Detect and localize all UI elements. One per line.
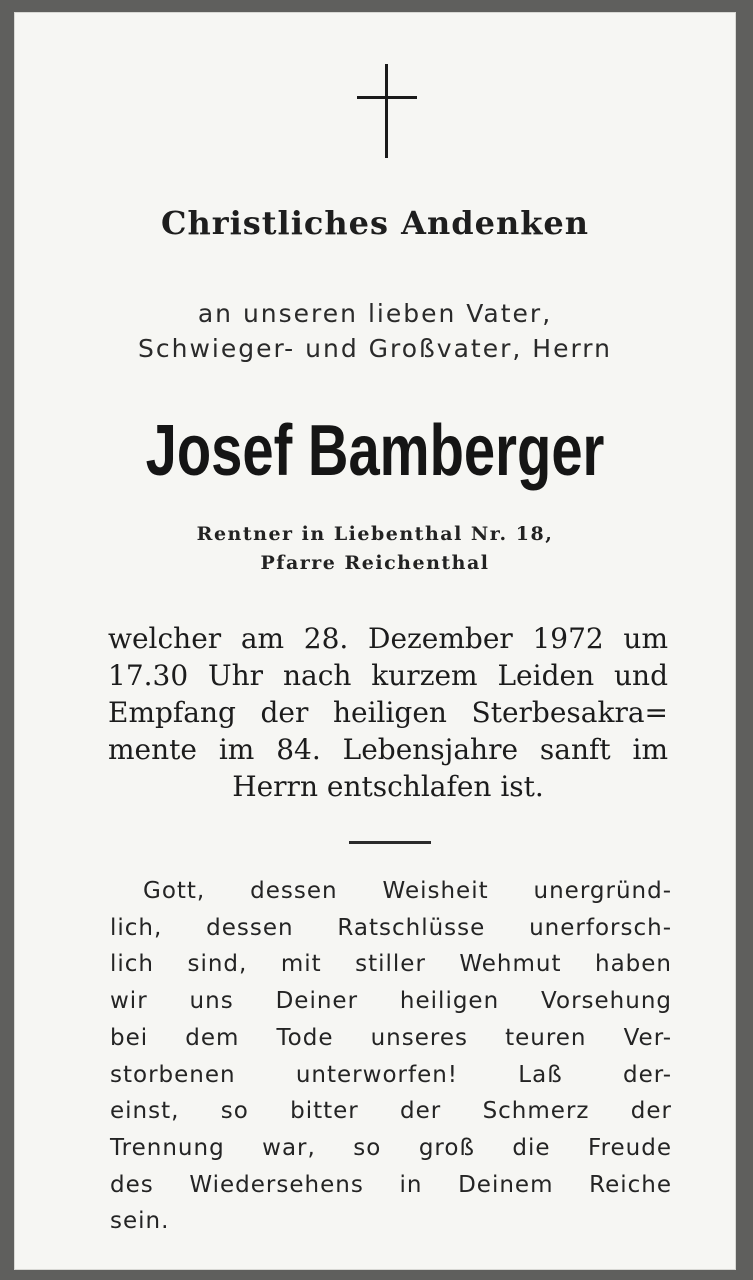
deceased-name: Josef Bamberger — [145, 411, 605, 491]
prayer-line: bei dem Tode unseres teuren Ver- — [110, 1024, 672, 1051]
prayer-line: lich, dessen Ratschlüsse unerforsch- — [110, 914, 672, 941]
cross-icon — [357, 64, 417, 160]
intro-line: Schwieger- und Großvater, Herrn — [138, 334, 612, 363]
intro-line: an unseren lieben Vater, — [197, 299, 553, 328]
prayer-line: storbenen unterworfen! Laß der- — [110, 1061, 672, 1088]
intro-text — [14, 296, 736, 366]
prayer-line: Trennung war, so groß die Freude — [110, 1134, 672, 1161]
prayer-line: Gott, dessen Weisheit unergründ- — [143, 878, 672, 904]
prayer-text — [110, 873, 672, 1240]
occupation-line: Rentner in Liebenthal Nr. 18, — [196, 523, 554, 545]
occupation-text — [14, 520, 736, 578]
card-heading: Christliches Andenken — [160, 204, 589, 242]
divider-line — [349, 841, 431, 844]
prayer-line: einst, so bitter der Schmerz der — [110, 1098, 672, 1125]
prayer-line: sein. — [110, 1208, 170, 1235]
prayer-line: des Wiedersehens in Deinem Reiche — [110, 1171, 672, 1198]
death-notice: welcher am 28. Dezember 1972 um 17.30 Uhr nach kurzem Leiden und Empfang der heiligen Sterbesakra= mente im 84. Lebensjahre sanft im Herrn entschlafen ist. — [108, 622, 668, 803]
parish-line: Pfarre Reichenthal — [260, 552, 490, 574]
prayer-line: lich sind, mit stiller Wehmut haben — [110, 951, 672, 978]
prayer-line: wir uns Deiner heiligen Vorsehung — [110, 988, 672, 1015]
